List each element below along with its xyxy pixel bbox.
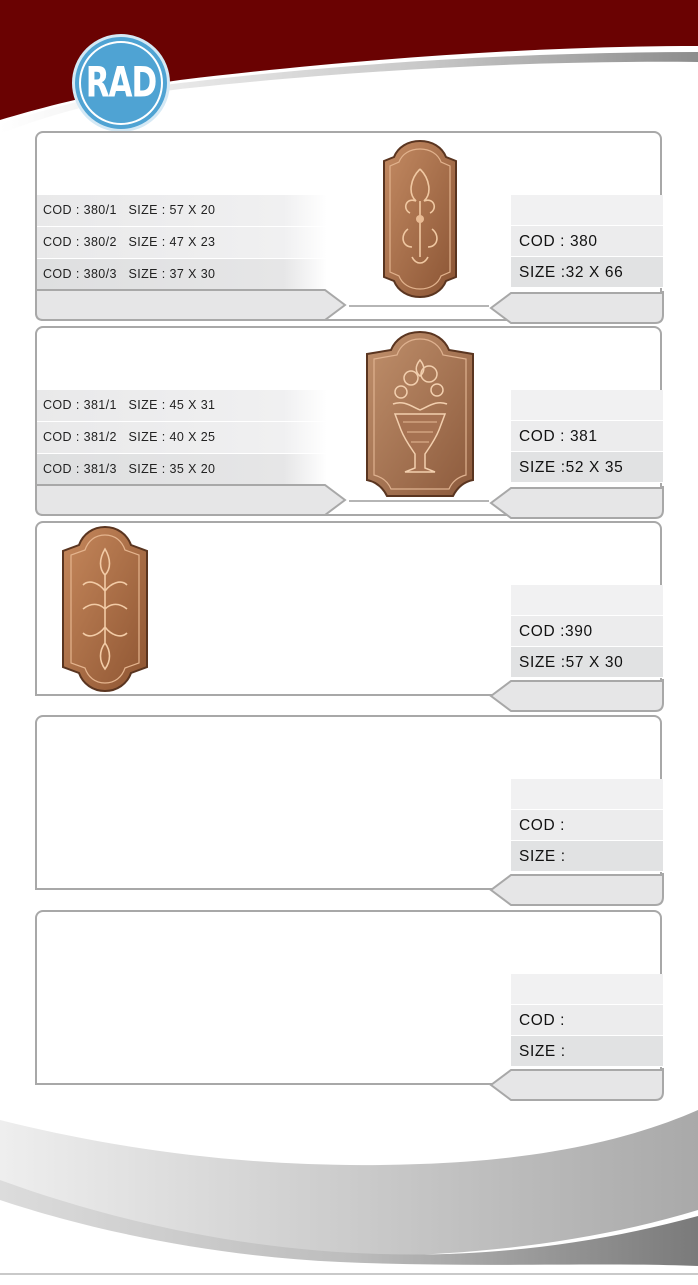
footer-wave <box>0 1090 698 1280</box>
main-cod: COD : 380 <box>511 226 663 257</box>
variant-size: SIZE : 40 X 25 <box>128 430 216 444</box>
main-size: SIZE : <box>511 841 663 872</box>
divider <box>349 500 489 502</box>
product-card-380 <box>35 131 662 321</box>
damask-scroll-tile-image <box>380 139 460 299</box>
variant-cod: COD : 380/2 <box>43 235 117 249</box>
variant-row <box>37 390 327 422</box>
divider <box>349 305 489 307</box>
variant-row <box>37 259 327 291</box>
right-tab-shape <box>489 291 665 325</box>
main-cod: COD : <box>511 810 663 841</box>
main-cod: COD : <box>511 1005 663 1036</box>
main-size: SIZE : <box>511 1036 663 1067</box>
left-tab-shape <box>35 289 347 321</box>
variant-size: SIZE : 37 X 30 <box>128 267 216 281</box>
main-code-panel <box>511 974 663 1067</box>
variant-row <box>37 227 327 259</box>
product-card-381 <box>35 326 662 516</box>
variant-cod: COD : 380/1 <box>43 203 117 217</box>
rad-logo <box>72 34 170 132</box>
main-size: SIZE :52 X 35 <box>511 452 663 483</box>
product-card-empty <box>35 715 662 890</box>
variant-cod: COD : 381/2 <box>43 430 117 444</box>
variant-row <box>37 195 327 227</box>
variant-list <box>37 390 327 486</box>
main-cod: COD :390 <box>511 616 663 647</box>
footer-silver-swoosh <box>0 1090 698 1280</box>
variant-row <box>37 454 327 486</box>
variant-size: SIZE : 47 X 23 <box>128 235 216 249</box>
variant-row <box>37 422 327 454</box>
variant-cod: COD : 380/3 <box>43 267 117 281</box>
variant-cod: COD : 381/3 <box>43 462 117 476</box>
flower-vase-tile-image <box>363 330 477 498</box>
main-code-panel <box>511 585 663 678</box>
main-size: SIZE :57 X 30 <box>511 647 663 678</box>
main-code-panel <box>511 779 663 872</box>
variant-cod: COD : 381/1 <box>43 398 117 412</box>
right-tab-shape <box>489 486 665 520</box>
main-code-panel <box>511 195 663 288</box>
variant-size: SIZE : 57 X 20 <box>128 203 216 217</box>
product-card-empty <box>35 910 662 1085</box>
product-card-390 <box>35 521 662 696</box>
variant-size: SIZE : 45 X 31 <box>128 398 216 412</box>
fleur-scroll-tile-image <box>59 525 151 693</box>
right-tab-shape <box>489 873 665 907</box>
right-tab-shape <box>489 679 665 713</box>
main-size: SIZE :32 X 66 <box>511 257 663 288</box>
left-tab-shape <box>35 484 347 516</box>
logo-text: RAD <box>85 58 157 108</box>
variant-size: SIZE : 35 X 20 <box>128 462 216 476</box>
main-cod: COD : 381 <box>511 421 663 452</box>
variant-list <box>37 195 327 291</box>
main-code-panel <box>511 390 663 483</box>
